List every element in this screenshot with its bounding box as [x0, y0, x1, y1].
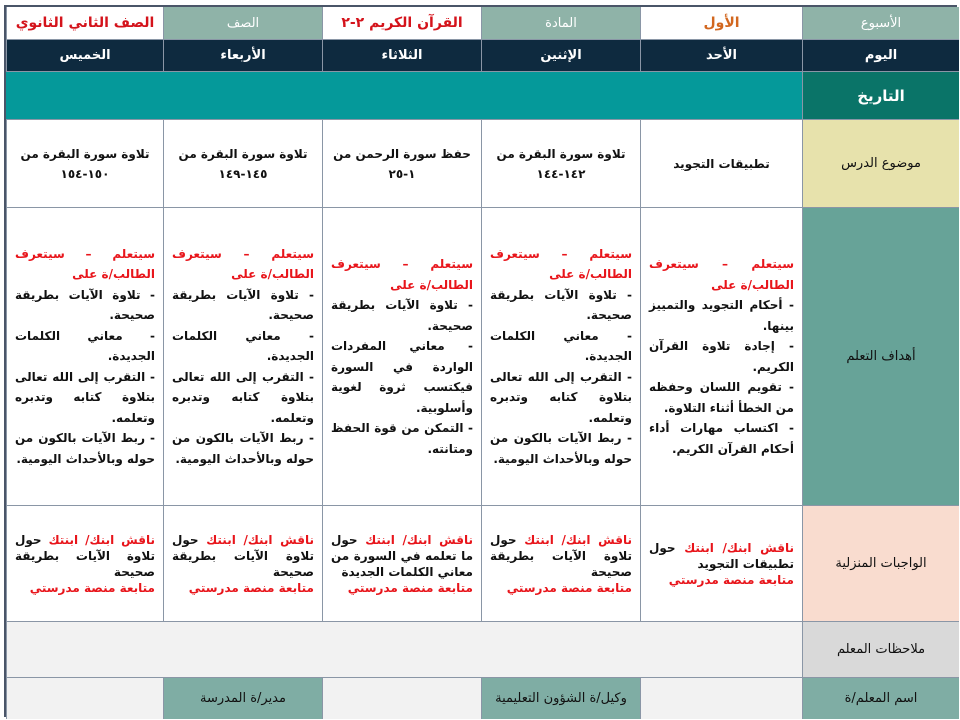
principal-field[interactable]: [6, 678, 163, 719]
goals-label: أهداف التعلم: [802, 208, 959, 506]
homework-text: حول تلاوة الآيات بطريقة صحيحة: [490, 532, 632, 579]
principal-label: مدير/ة المدرسة: [163, 678, 322, 719]
goal-item: - التقرب إلى الله تعالى بتلاوة كتابه وتدبره وتعلمه.: [172, 369, 314, 425]
topic-cell-wednesday: [163, 120, 322, 208]
goal-item: - معاني الكلمات الجديدة.: [172, 328, 314, 364]
goal-item: - أحكام التجويد والتمييز بينها.: [649, 298, 794, 333]
goals-lead: سيتعلم – سيتعرف الطالب/ة على: [331, 257, 473, 292]
goal-item: - تلاوة الآيات بطريقة صحيحة.: [172, 287, 314, 323]
homework-followup: متابعة منصة مدرستي: [188, 580, 314, 595]
goal-item: - تلاوة الآيات بطريقة صحيحة.: [490, 287, 632, 323]
topic-cell-tuesday: [322, 120, 481, 208]
grade-value: الصف الثاني الثانوي: [6, 7, 163, 40]
topic-text: حفظ سورة الرحمن من ١-٢٥: [333, 146, 471, 181]
goals-lead: سيتعلم – سيتعرف الطالب/ة على: [172, 246, 314, 282]
goal-item: - ربط الآيات بالكون من حوله وبالأحداث اليومية.: [172, 431, 314, 466]
goal-item: - معاني المفردات الواردة في السورة فيكتسب ثروة لغوية وأسلوبية.: [331, 339, 473, 415]
week-label: الأسبوع: [802, 7, 959, 40]
week-value: الأول: [640, 7, 802, 40]
goal-item: - إجادة تلاوة القرآن الكريم.: [649, 339, 794, 374]
homework-text: حول تطبيقات التجويد: [649, 540, 794, 571]
topic-text: تلاوة سورة البقرة من ١٥٠-١٥٤: [20, 146, 150, 181]
lesson-plan-table: [4, 5, 957, 717]
homework-prompt: ناقش ابنك/ ابنتك: [206, 532, 314, 547]
notes-label: ملاحظات المعلم: [802, 622, 959, 678]
subject-value: القرآن الكريم ٢-٢: [322, 7, 481, 40]
day-thursday: الخميس: [6, 40, 163, 72]
homework-cell-tuesday: [322, 506, 481, 622]
grade-label: الصف: [163, 7, 322, 40]
homework-cell-monday: [481, 506, 640, 622]
goals-lead: سيتعلم – سيتعرف الطالب/ة على: [15, 246, 155, 282]
goal-item: - تلاوة الآيات بطريقة صحيحة.: [15, 287, 155, 323]
goals-cell-tuesday: [322, 208, 481, 506]
day-wednesday: الأربعاء: [163, 40, 322, 72]
date-label: التاريخ: [802, 72, 959, 120]
subject-label: المادة: [481, 7, 640, 40]
goal-item: - تقويم اللسان وحفظه من الخطأ أثناء التلاوة.: [649, 380, 794, 415]
homework-text: حول تلاوة الآيات بطريقة صحيحة: [172, 532, 314, 579]
topic-label: موضوع الدرس: [802, 120, 959, 208]
date-input-bar[interactable]: [6, 72, 802, 120]
homework-label: الواجبات المنزلية: [802, 506, 959, 622]
goal-item: - التقرب إلى الله تعالى بتلاوة كتابه وتدبره وتعلمه.: [490, 369, 632, 425]
goal-item: - معاني الكلمات الجديدة.: [490, 328, 632, 364]
day-tuesday: الثلاثاء: [322, 40, 481, 72]
goal-item: - تلاوة الآيات بطريقة صحيحة.: [331, 298, 473, 333]
day-monday: الإثنين: [481, 40, 640, 72]
teacher-name-label: اسم المعلم/ة: [802, 678, 959, 719]
goal-item: - التقرب إلى الله تعالى بتلاوة كتابه وتدبره وتعلمه.: [15, 369, 155, 425]
goals-lead: سيتعلم – سيتعرف الطالب/ة على: [649, 257, 794, 292]
notes-field[interactable]: [6, 622, 802, 678]
topic-text: تلاوة سورة البقرة من ١٤٢-١٤٤: [496, 146, 626, 181]
goal-item: - التمكن من قوة الحفظ ومتانته.: [331, 421, 473, 456]
day-sunday: الأحد: [640, 40, 802, 72]
homework-followup: متابعة منصة مدرستي: [347, 580, 473, 595]
vice-principal-label: وكيل/ة الشؤون التعليمية: [481, 678, 640, 719]
topic-text: تلاوة سورة البقرة من ١٤٥-١٤٩: [178, 146, 308, 181]
vice-principal-field[interactable]: [322, 678, 481, 719]
goals-lead: سيتعلم – سيتعرف الطالب/ة على: [490, 246, 632, 282]
homework-cell-wednesday: [163, 506, 322, 622]
homework-prompt: ناقش ابنك/ ابنتك: [365, 532, 473, 547]
goal-item: - ربط الآيات بالكون من حوله وبالأحداث اليومية.: [15, 431, 155, 466]
homework-followup: متابعة منصة مدرستي: [668, 572, 794, 587]
topic-text: تطبيقات التجويد: [673, 156, 770, 171]
goal-item: - ربط الآيات بالكون من حوله وبالأحداث اليومية.: [490, 431, 632, 466]
homework-text: حول ما تعلمه في السورة من معاني الكلمات الجديدة: [331, 532, 473, 579]
homework-followup: متابعة منصة مدرستي: [506, 580, 632, 595]
homework-prompt: ناقش ابنك/ ابنتك: [684, 540, 794, 555]
homework-prompt: ناقش ابنك/ ابنتك: [524, 532, 632, 547]
goals-cell-wednesday: [163, 208, 322, 506]
topic-cell-thursday: [6, 120, 163, 208]
topic-cell-sunday: [640, 120, 802, 208]
homework-cell-thursday: [6, 506, 163, 622]
teacher-name-field[interactable]: [640, 678, 802, 719]
homework-text: حول تلاوة الآيات بطريقة صحيحة: [15, 532, 155, 579]
homework-cell-sunday: [640, 506, 802, 622]
goals-cell-monday: [481, 208, 640, 506]
goal-item: - اكتساب مهارات أداء أحكام القرآن الكريم.: [649, 421, 794, 456]
goal-item: - معاني الكلمات الجديدة.: [15, 328, 155, 364]
homework-prompt: ناقش ابنك/ ابنتك: [48, 532, 155, 547]
goals-cell-sunday: [640, 208, 802, 506]
day-label: اليوم: [802, 40, 959, 72]
topic-cell-monday: [481, 120, 640, 208]
goals-cell-thursday: [6, 208, 163, 506]
homework-followup: متابعة منصة مدرستي: [29, 580, 155, 595]
